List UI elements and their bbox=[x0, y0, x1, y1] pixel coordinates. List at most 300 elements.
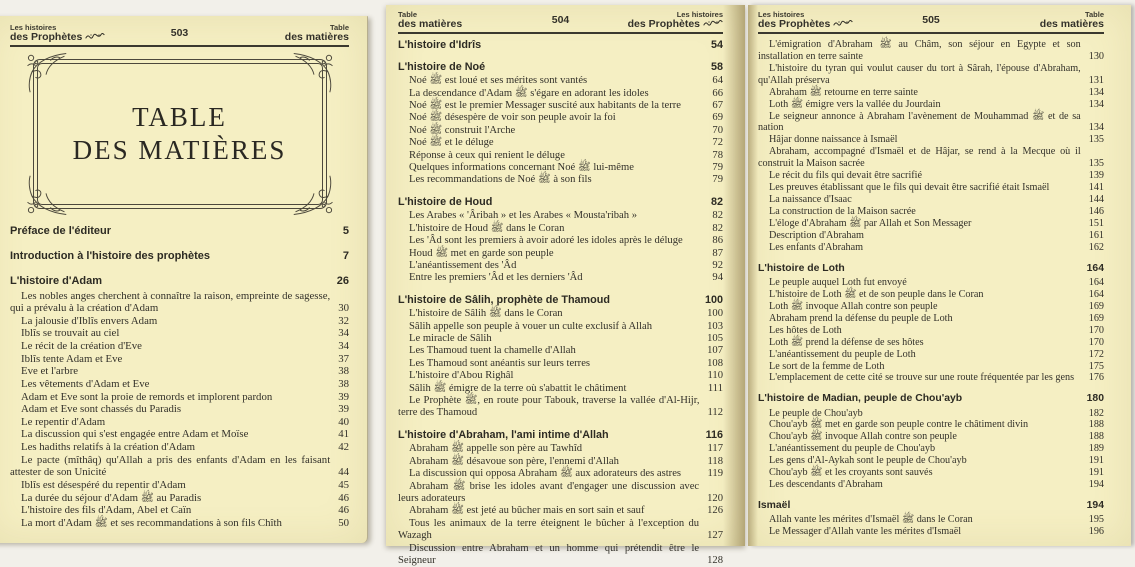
toc-entry-page-number: 40 bbox=[338, 415, 349, 428]
toc-entry-page-number: 141 bbox=[1088, 182, 1104, 194]
toc-entry-title: Le récit de la création d'Eve bbox=[21, 340, 142, 353]
toc-entry-page-number: 39 bbox=[338, 403, 349, 416]
toc-entry-title: La naissance d'Isaac bbox=[769, 194, 852, 206]
toc-entry bbox=[398, 88, 723, 100]
toc-entry-title: L'histoire d'Idrîs bbox=[398, 38, 482, 51]
toc-entry bbox=[398, 125, 723, 137]
book-toc-title-line2: DES MATIÈRES bbox=[72, 134, 287, 165]
toc-entry-title: La descendance d'Adam ﷺ s'égare en adorant les idoles bbox=[409, 87, 649, 99]
toc-entry-page-number: 87 bbox=[712, 247, 723, 259]
toc-entry bbox=[758, 39, 1104, 63]
toc-entry bbox=[398, 260, 723, 272]
toc-entry-page-number: 139 bbox=[1088, 170, 1104, 182]
toc-entry-title: Adam et Eve sont chassés du Paradis bbox=[21, 403, 182, 416]
toc-entry bbox=[758, 443, 1104, 455]
toc-entry-title: Le Prophète ﷺ, en route pour Tabouk, traverse la vallée d'Al-Hijr, terre des Thamoud bbox=[398, 395, 700, 419]
toc-entry-page-number: 182 bbox=[1088, 407, 1104, 419]
toc-entry-title: Noé ﷺ est le premier Messager suscité aux habitants de la terre bbox=[409, 99, 681, 111]
toc-entry bbox=[758, 218, 1104, 230]
toc-entry bbox=[398, 150, 723, 162]
toc-entry-page-number: 54 bbox=[710, 38, 723, 51]
toc-entry bbox=[758, 146, 1104, 170]
running-head-right-top: Table bbox=[329, 23, 349, 32]
toc-entry-title: L'histoire des fils d'Adam, Abel et Caïn bbox=[21, 504, 192, 517]
toc-entry bbox=[398, 395, 723, 420]
toc-entry-title: Les descendants d'Abraham bbox=[769, 479, 883, 491]
toc-entry-page-number: 50 bbox=[338, 516, 349, 529]
running-head-left-bottom: des Prophètes bbox=[758, 17, 831, 30]
toc-entry-title: La jalousie d'Iblîs envers Adam bbox=[21, 314, 158, 327]
toc-entry-title: Sâlih ﷺ émigre de la terre où s'abattit le châtiment bbox=[409, 382, 627, 394]
toc-entry-title: Le pacte (mîthâq) qu'Allah a pris des enfants d'Adam en les faisant attester de son Unicité bbox=[10, 453, 331, 479]
toc-entry bbox=[758, 349, 1104, 361]
toc-entry-title: L'histoire de Loth ﷺ et de son peuple dans le Coran bbox=[769, 288, 984, 300]
running-head bbox=[10, 24, 349, 47]
toc-entry bbox=[398, 210, 723, 222]
toc-entry-title: Les 'Âd sont les premiers à avoir adoré les idoles après le déluge bbox=[409, 235, 683, 247]
toc-entry-title: Loth ﷺ invoque Allah contre son peuple bbox=[769, 300, 938, 312]
toc-entry bbox=[398, 174, 723, 186]
toc-entry-page-number: 164 bbox=[1088, 276, 1104, 288]
toc-entry-title: Chou'ayb ﷺ et les croyants sont sauvés bbox=[769, 467, 933, 479]
toc-entry-title: Les Thamoud tuent la chamelle d'Allah bbox=[409, 345, 576, 357]
toc-entry-title: Entre les premiers 'Âd et les derniers 'Âd bbox=[409, 272, 583, 284]
toc-entry-page-number: 70 bbox=[712, 124, 723, 136]
toc-entry bbox=[758, 230, 1104, 242]
toc-entry-title: La construction de la Maison sacrée bbox=[769, 206, 916, 218]
running-head-left bbox=[398, 11, 535, 30]
toc-entry-page-number: 42 bbox=[338, 441, 349, 454]
toc-entry bbox=[10, 353, 349, 366]
toc-entry bbox=[398, 429, 723, 442]
toc-entry-page-number: 131 bbox=[1088, 74, 1104, 86]
toc-entry bbox=[398, 468, 723, 480]
toc-entry-title: L'émigration d'Abraham ﷺ au Châm, son séjour en Egypte et son installation en terre sainte bbox=[758, 38, 1081, 62]
toc-entry bbox=[398, 294, 723, 307]
toc-entry bbox=[10, 327, 349, 340]
running-head-left-top: Les histoires bbox=[758, 10, 805, 19]
toc-entry-page-number: 107 bbox=[707, 345, 723, 357]
toc-entry bbox=[10, 250, 349, 263]
toc-entry-title: Abraham prend la défense du peuple de Loth bbox=[769, 312, 953, 324]
toc-entry-page-number: 162 bbox=[1088, 241, 1104, 253]
toc-entry bbox=[398, 162, 723, 174]
toc-entry-title: Iblîs se trouvait au ciel bbox=[21, 327, 120, 340]
toc-entry-title: Eve et l'arbre bbox=[21, 365, 79, 378]
toc-entry-page-number: 110 bbox=[707, 370, 723, 382]
toc-entry-page-number: 78 bbox=[712, 149, 723, 161]
toc-entry-title: La discussion qui opposa Abraham ﷺ aux adorateurs des astres bbox=[409, 468, 682, 480]
toc-entry bbox=[398, 518, 723, 543]
toc-entry-title: Abraham ﷺ retourne en terre sainte bbox=[769, 86, 918, 98]
toc-entry-page-number: 111 bbox=[707, 382, 723, 394]
toc-entry-page-number: 82 bbox=[712, 222, 723, 234]
toc-entry-page-number: 66 bbox=[712, 87, 723, 99]
page-number: 505 bbox=[922, 14, 940, 27]
toc-entry bbox=[758, 63, 1104, 87]
toc-entry bbox=[398, 456, 723, 468]
page-number: 504 bbox=[551, 14, 570, 27]
toc-entry-page-number: 195 bbox=[1088, 514, 1104, 526]
toc-entry-title: L'histoire de Houd ﷺ dans le Coran bbox=[409, 222, 565, 234]
toc-entry-title: Les Thamoud sont anéantis sur leurs terres bbox=[409, 357, 591, 369]
toc-entry bbox=[10, 403, 349, 416]
toc-entry-title: Abraham ﷺ appelle son père au Tawhîd bbox=[409, 443, 583, 455]
toc-entry-title: Introduction à l'histoire des prophètes bbox=[10, 249, 211, 262]
toc-entry-title: Chou'ayb ﷺ invoque Allah contre son peuple bbox=[769, 431, 957, 443]
toc-entry-page-number: 34 bbox=[338, 327, 349, 340]
toc-entry bbox=[758, 361, 1104, 373]
toc-entry-title: Le repentir d'Adam bbox=[21, 415, 106, 428]
toc-entry-title: La mort d'Adam ﷺ et ses recommandations à son fils Chîth bbox=[21, 516, 282, 529]
toc-entry bbox=[758, 372, 1104, 384]
toc-entry-page-number: 194 bbox=[1086, 500, 1104, 512]
toc-entry-title: Abraham ﷺ est jeté au bûcher mais en sort sain et sauf bbox=[409, 505, 645, 517]
toc-entry-page-number: 41 bbox=[338, 428, 349, 441]
toc-entry-title: Les preuves établissant que le fils qui devait être sacrifié était Ismaël bbox=[769, 182, 1050, 194]
toc-entry-page-number: 46 bbox=[338, 491, 349, 504]
toc-entry-title: Allah vante les mérites d'Ismaël ﷺ dans le Coran bbox=[769, 514, 973, 526]
toc-entry bbox=[758, 337, 1104, 349]
running-head-right bbox=[959, 11, 1104, 30]
toc-list-505 bbox=[758, 39, 1104, 538]
toc-entry-title: Les vêtements d'Adam et Eve bbox=[21, 377, 150, 390]
toc-entry-title: Adam et Eve sont la proie de remords et implorent pardon bbox=[21, 390, 273, 403]
toc-entry bbox=[758, 455, 1104, 467]
toc-entry bbox=[10, 225, 349, 238]
toc-entry-page-number: 45 bbox=[338, 478, 349, 491]
toc-entry-title: Le récit du fils qui devait être sacrifié bbox=[769, 170, 923, 182]
toc-entry-page-number: 116 bbox=[705, 428, 723, 441]
toc-entry-page-number: 86 bbox=[712, 235, 723, 247]
toc-entry bbox=[398, 321, 723, 333]
toc-entry bbox=[398, 370, 723, 382]
toc-entry-title: Abraham ﷺ désavoue son père, l'ennemi d'Allah bbox=[409, 455, 619, 467]
toc-entry-title: Noé ﷺ et le déluge bbox=[409, 137, 494, 149]
toc-entry bbox=[758, 479, 1104, 491]
toc-entry bbox=[10, 416, 349, 429]
toc-entry-title: Loth ﷺ émigre vers la vallée du Jourdain bbox=[769, 98, 941, 110]
toc-entry-page-number: 176 bbox=[1088, 372, 1104, 384]
toc-entry-page-number: 135 bbox=[1088, 158, 1104, 170]
toc-entry-title: Hâjar donne naissance à Ismaël bbox=[769, 134, 898, 146]
toc-entry bbox=[398, 345, 723, 357]
toc-entry bbox=[398, 100, 723, 112]
running-head-left-bottom: des Prophètes bbox=[10, 30, 83, 43]
toc-entry-title: L'anéantissement du peuple de Chou'ayb bbox=[769, 443, 936, 455]
toc-list-503 bbox=[10, 225, 349, 530]
page-number: 503 bbox=[170, 27, 189, 40]
running-head bbox=[398, 11, 723, 34]
toc-entry-title: Réponse à ceux qui renient le déluge bbox=[409, 149, 565, 161]
toc-entry-title: L'histoire de Sâlih, prophète de Thamoud bbox=[398, 293, 610, 306]
scanned-page-504 bbox=[386, 5, 745, 566]
running-head-right-top: Table bbox=[1084, 10, 1104, 19]
toc-entry bbox=[758, 111, 1104, 135]
ornate-title-frame bbox=[33, 59, 327, 209]
toc-entry bbox=[10, 315, 349, 328]
toc-entry-title: Abraham ﷺ brise les idoles avant d'engager une discussion avec leurs adorateurs bbox=[398, 480, 700, 505]
toc-entry bbox=[758, 500, 1104, 512]
toc-entry-title: Noé ﷺ est loué et ses mérites sont vantés bbox=[409, 75, 588, 87]
toc-entry bbox=[758, 99, 1104, 111]
toc-entry bbox=[398, 61, 723, 74]
toc-entry-title: La discussion qui s'est engagée entre Adam et Moïse bbox=[21, 428, 249, 441]
toc-entry bbox=[758, 514, 1104, 526]
toc-entry-title: Les enfants d'Abraham bbox=[769, 241, 864, 253]
toc-entry bbox=[398, 505, 723, 517]
toc-entry-page-number: 34 bbox=[338, 340, 349, 353]
toc-entry-title: Loth ﷺ prend la défense de ses hôtes bbox=[769, 336, 924, 348]
toc-entry bbox=[10, 517, 349, 530]
toc-entry-page-number: 7 bbox=[342, 249, 349, 262]
toc-entry bbox=[758, 419, 1104, 431]
toc-entry-page-number: 144 bbox=[1088, 194, 1104, 206]
scanned-page-503 bbox=[0, 16, 368, 543]
toc-entry bbox=[398, 383, 723, 395]
toc-entry-page-number: 180 bbox=[1086, 393, 1104, 405]
toc-entry-page-number: 164 bbox=[1086, 262, 1104, 274]
toc-entry bbox=[758, 170, 1104, 182]
toc-entry-title: Sâlih appelle son peuple à vouer un culte exclusif à Allah bbox=[409, 320, 652, 332]
toc-entry-title: L'emplacement de cette cité se trouve sur une route fréquentée par les gens bbox=[769, 372, 1075, 384]
toc-entry-page-number: 146 bbox=[1088, 206, 1104, 218]
toc-entry-title: Les Arabes « 'Âribah » et les Arabes « Mousta'ribah » bbox=[409, 210, 637, 222]
toc-entry-page-number: 79 bbox=[712, 174, 723, 186]
toc-entry-title: Le miracle de Sâlih bbox=[409, 333, 492, 345]
toc-entry-page-number: 188 bbox=[1088, 431, 1104, 443]
toc-entry bbox=[758, 526, 1104, 538]
toc-entry-page-number: 112 bbox=[707, 407, 723, 419]
toc-entry bbox=[10, 378, 349, 391]
toc-entry bbox=[398, 443, 723, 455]
toc-entry-page-number: 169 bbox=[1088, 300, 1104, 312]
toc-entry-title: Le peuple auquel Loth fut envoyé bbox=[769, 276, 907, 288]
toc-entry bbox=[758, 467, 1104, 479]
toc-entry-page-number: 38 bbox=[338, 377, 349, 390]
toc-entry-title: Iblîs tente Adam et Eve bbox=[21, 352, 123, 365]
toc-entry-title: Les hôtes de Loth bbox=[769, 324, 842, 336]
running-head-left-bottom: des matières bbox=[398, 17, 463, 30]
arabic-calligraphy-icon bbox=[703, 19, 723, 29]
toc-entry-page-number: 72 bbox=[712, 137, 723, 149]
toc-entry-title: L'histoire d'Abou Righâl bbox=[409, 370, 514, 382]
toc-entry-page-number: 32 bbox=[338, 314, 349, 327]
toc-entry-page-number: 170 bbox=[1088, 324, 1104, 336]
toc-entry-title: Le sort de la femme de Loth bbox=[769, 360, 885, 372]
toc-entry-page-number: 170 bbox=[1088, 336, 1104, 348]
toc-entry bbox=[758, 289, 1104, 301]
toc-entry-page-number: 128 bbox=[707, 554, 723, 566]
toc-entry bbox=[758, 194, 1104, 206]
toc-entry-page-number: 67 bbox=[712, 99, 723, 111]
toc-entry-title: Quelques informations concernant Noé ﷺ lui-même bbox=[409, 161, 634, 173]
toc-entry-title: Chou'ayb ﷺ met en garde son peuple contre le châtiment divin bbox=[769, 419, 1029, 431]
toc-entry-title: L'histoire de Noé bbox=[398, 60, 486, 73]
toc-entry bbox=[10, 454, 349, 479]
toc-entry-page-number: 5 bbox=[342, 224, 349, 237]
toc-entry-title: L'anéantissement du peuple de Loth bbox=[769, 348, 916, 360]
toc-entry bbox=[10, 290, 349, 315]
running-head-right bbox=[587, 11, 724, 30]
scanned-page-505 bbox=[748, 5, 1131, 546]
toc-entry-page-number: 191 bbox=[1088, 455, 1104, 467]
toc-entry-title: L'histoire de Houd bbox=[398, 195, 493, 208]
running-head-right bbox=[207, 24, 349, 43]
toc-entry bbox=[758, 431, 1104, 443]
toc-entry-page-number: 82 bbox=[712, 210, 723, 222]
toc-entry-page-number: 151 bbox=[1088, 217, 1104, 229]
toc-entry bbox=[398, 112, 723, 124]
toc-entry-title: L'éloge d'Abraham ﷺ par Allah et Son Messager bbox=[769, 217, 972, 229]
toc-entry-page-number: 118 bbox=[707, 455, 723, 467]
toc-entry bbox=[10, 479, 349, 492]
toc-entry-title: Ismaël bbox=[758, 500, 791, 512]
toc-entry-title: L'histoire d'Adam bbox=[10, 274, 103, 287]
toc-entry-page-number: 69 bbox=[712, 112, 723, 124]
toc-entry bbox=[398, 196, 723, 209]
toc-entry-page-number: 94 bbox=[712, 272, 723, 284]
toc-entry-title: Préface de l'éditeur bbox=[10, 224, 112, 237]
toc-entry bbox=[10, 441, 349, 454]
toc-entry-page-number: 82 bbox=[710, 195, 723, 208]
toc-entry bbox=[10, 275, 349, 288]
toc-entry-page-number: 175 bbox=[1088, 360, 1104, 372]
toc-entry bbox=[398, 308, 723, 320]
toc-entry-title: Les recommandations de Noé ﷺ à son fils bbox=[409, 174, 592, 186]
toc-entry bbox=[758, 313, 1104, 325]
toc-entry-title: Abraham, accompagné d'Ismaël et de Hâjar, se rend à la Mecque où il construit la Maison sacrée bbox=[758, 146, 1081, 170]
toc-entry-title: Les gens d'Al-Aykah sont le peuple de Chou'ayb bbox=[769, 455, 967, 467]
toc-entry-page-number: 134 bbox=[1088, 86, 1104, 98]
toc-entry-title: Le Messager d'Allah vante les mérites d'Ismaël bbox=[769, 526, 962, 538]
toc-entry-title: Le peuple de Chou'ayb bbox=[769, 407, 863, 419]
toc-entry bbox=[758, 277, 1104, 289]
running-head-right-top: Les histoires bbox=[676, 10, 723, 19]
toc-entry-page-number: 161 bbox=[1088, 229, 1104, 241]
arabic-calligraphy-icon bbox=[85, 32, 105, 42]
toc-entry-page-number: 135 bbox=[1088, 134, 1104, 146]
toc-entry-page-number: 130 bbox=[1088, 50, 1104, 62]
toc-entry-page-number: 26 bbox=[336, 274, 349, 287]
toc-entry bbox=[758, 325, 1104, 337]
toc-entry-page-number: 30 bbox=[338, 302, 349, 315]
toc-entry-page-number: 126 bbox=[707, 505, 723, 517]
toc-entry-title: Noé ﷺ désespère de voir son peuple avoir la foi bbox=[409, 112, 616, 124]
toc-entry bbox=[398, 481, 723, 506]
toc-entry bbox=[398, 248, 723, 260]
toc-entry-title: L'histoire de Loth bbox=[758, 262, 845, 274]
toc-entry bbox=[10, 492, 349, 505]
toc-entry-title: L'histoire du tyran qui voulut causer du tort à Sârah, l'épouse d'Abraham, qu'Allah préserva bbox=[758, 62, 1081, 86]
toc-entry-title: Description d'Abraham bbox=[769, 229, 864, 241]
running-head-left-top: Les histoires bbox=[10, 23, 57, 32]
toc-entry bbox=[398, 223, 723, 235]
toc-entry bbox=[10, 391, 349, 404]
toc-entry bbox=[758, 206, 1104, 218]
toc-entry-page-number: 92 bbox=[712, 259, 723, 271]
toc-entry-page-number: 100 bbox=[707, 308, 723, 320]
toc-entry bbox=[758, 393, 1104, 405]
toc-entry bbox=[758, 134, 1104, 146]
toc-entry bbox=[10, 365, 349, 378]
toc-entry-page-number: 191 bbox=[1088, 467, 1104, 479]
toc-entry-page-number: 37 bbox=[338, 352, 349, 365]
toc-entry-page-number: 64 bbox=[712, 75, 723, 87]
toc-entry-title: Iblîs est désespéré du repentir d'Adam bbox=[21, 478, 186, 491]
toc-entry-page-number: 105 bbox=[707, 333, 723, 345]
toc-entry-page-number: 194 bbox=[1088, 479, 1104, 491]
toc-entry-page-number: 117 bbox=[707, 443, 723, 455]
toc-entry-page-number: 120 bbox=[707, 493, 723, 505]
toc-entry-page-number: 134 bbox=[1088, 122, 1104, 134]
toc-entry-title: Les nobles anges cherchent à connaître la raison, empreinte de sagesse, qui a prévalu à la création d'Adam bbox=[10, 289, 331, 315]
toc-entry-page-number: 44 bbox=[338, 466, 349, 479]
toc-entry-page-number: 134 bbox=[1088, 98, 1104, 110]
toc-entry-title: L'histoire de Madian, peuple de Chou'ayb bbox=[758, 393, 963, 405]
toc-entry bbox=[758, 263, 1104, 275]
toc-entry-title: La durée du séjour d'Adam ﷺ au Paradis bbox=[21, 491, 202, 504]
toc-entry-page-number: 39 bbox=[338, 390, 349, 403]
toc-entry-title: Le seigneur annonce à Abraham l'avènement de Mouhammad ﷺ et de sa nation bbox=[758, 110, 1081, 134]
toc-entry bbox=[398, 39, 723, 52]
toc-entry bbox=[398, 358, 723, 370]
toc-entry-page-number: 189 bbox=[1088, 443, 1104, 455]
toc-entry bbox=[398, 272, 723, 284]
toc-entry-page-number: 127 bbox=[707, 530, 723, 542]
running-head-left-top: Table bbox=[398, 10, 418, 19]
running-head-left bbox=[758, 11, 903, 30]
toc-entry-page-number: 100 bbox=[704, 293, 723, 306]
toc-entry-page-number: 164 bbox=[1088, 288, 1104, 300]
toc-entry bbox=[398, 75, 723, 87]
toc-entry-title: Noé ﷺ construit l'Arche bbox=[409, 124, 516, 136]
toc-entry bbox=[398, 235, 723, 247]
toc-entry-page-number: 196 bbox=[1088, 526, 1104, 538]
toc-entry bbox=[398, 137, 723, 149]
toc-entry bbox=[758, 182, 1104, 194]
toc-entry-title: L'histoire de Sâlih ﷺ dans le Coran bbox=[409, 308, 563, 320]
toc-entry-title: Les hadiths relatifs à la création d'Adam bbox=[21, 441, 196, 454]
toc-entry-page-number: 58 bbox=[710, 60, 723, 73]
book-toc-title-line1: TABLE bbox=[132, 101, 227, 132]
running-head-right-bottom: des matières bbox=[1039, 17, 1104, 30]
toc-entry bbox=[758, 87, 1104, 99]
toc-entry bbox=[758, 242, 1104, 254]
toc-entry bbox=[398, 333, 723, 345]
toc-entry-page-number: 38 bbox=[338, 365, 349, 378]
running-head bbox=[758, 11, 1104, 34]
toc-entry bbox=[10, 340, 349, 353]
title-frame-inner bbox=[37, 63, 323, 205]
toc-entry-title: L'anéantissement des 'Âd bbox=[409, 259, 517, 271]
toc-entry bbox=[398, 543, 723, 567]
toc-entry bbox=[758, 301, 1104, 313]
toc-entry-page-number: 188 bbox=[1088, 419, 1104, 431]
toc-entry-page-number: 119 bbox=[707, 468, 723, 480]
toc-entry-page-number: 46 bbox=[338, 504, 349, 517]
toc-entry-title: Tous les animaux de la terre éteignent le bûcher à l'exception du Wazagh bbox=[398, 517, 700, 542]
toc-entry-title: Discussion entre Abraham et un homme qui prétendit être le Seigneur bbox=[398, 542, 700, 566]
toc-entry-page-number: 79 bbox=[712, 161, 723, 173]
toc-entry bbox=[10, 504, 349, 517]
toc-list-504 bbox=[398, 39, 723, 567]
toc-entry bbox=[10, 428, 349, 441]
running-head-left bbox=[10, 24, 152, 43]
toc-entry bbox=[758, 408, 1104, 420]
toc-entry-title: L'histoire d'Abraham, l'ami intime d'Allah bbox=[398, 428, 609, 441]
toc-entry-page-number: 169 bbox=[1088, 312, 1104, 324]
